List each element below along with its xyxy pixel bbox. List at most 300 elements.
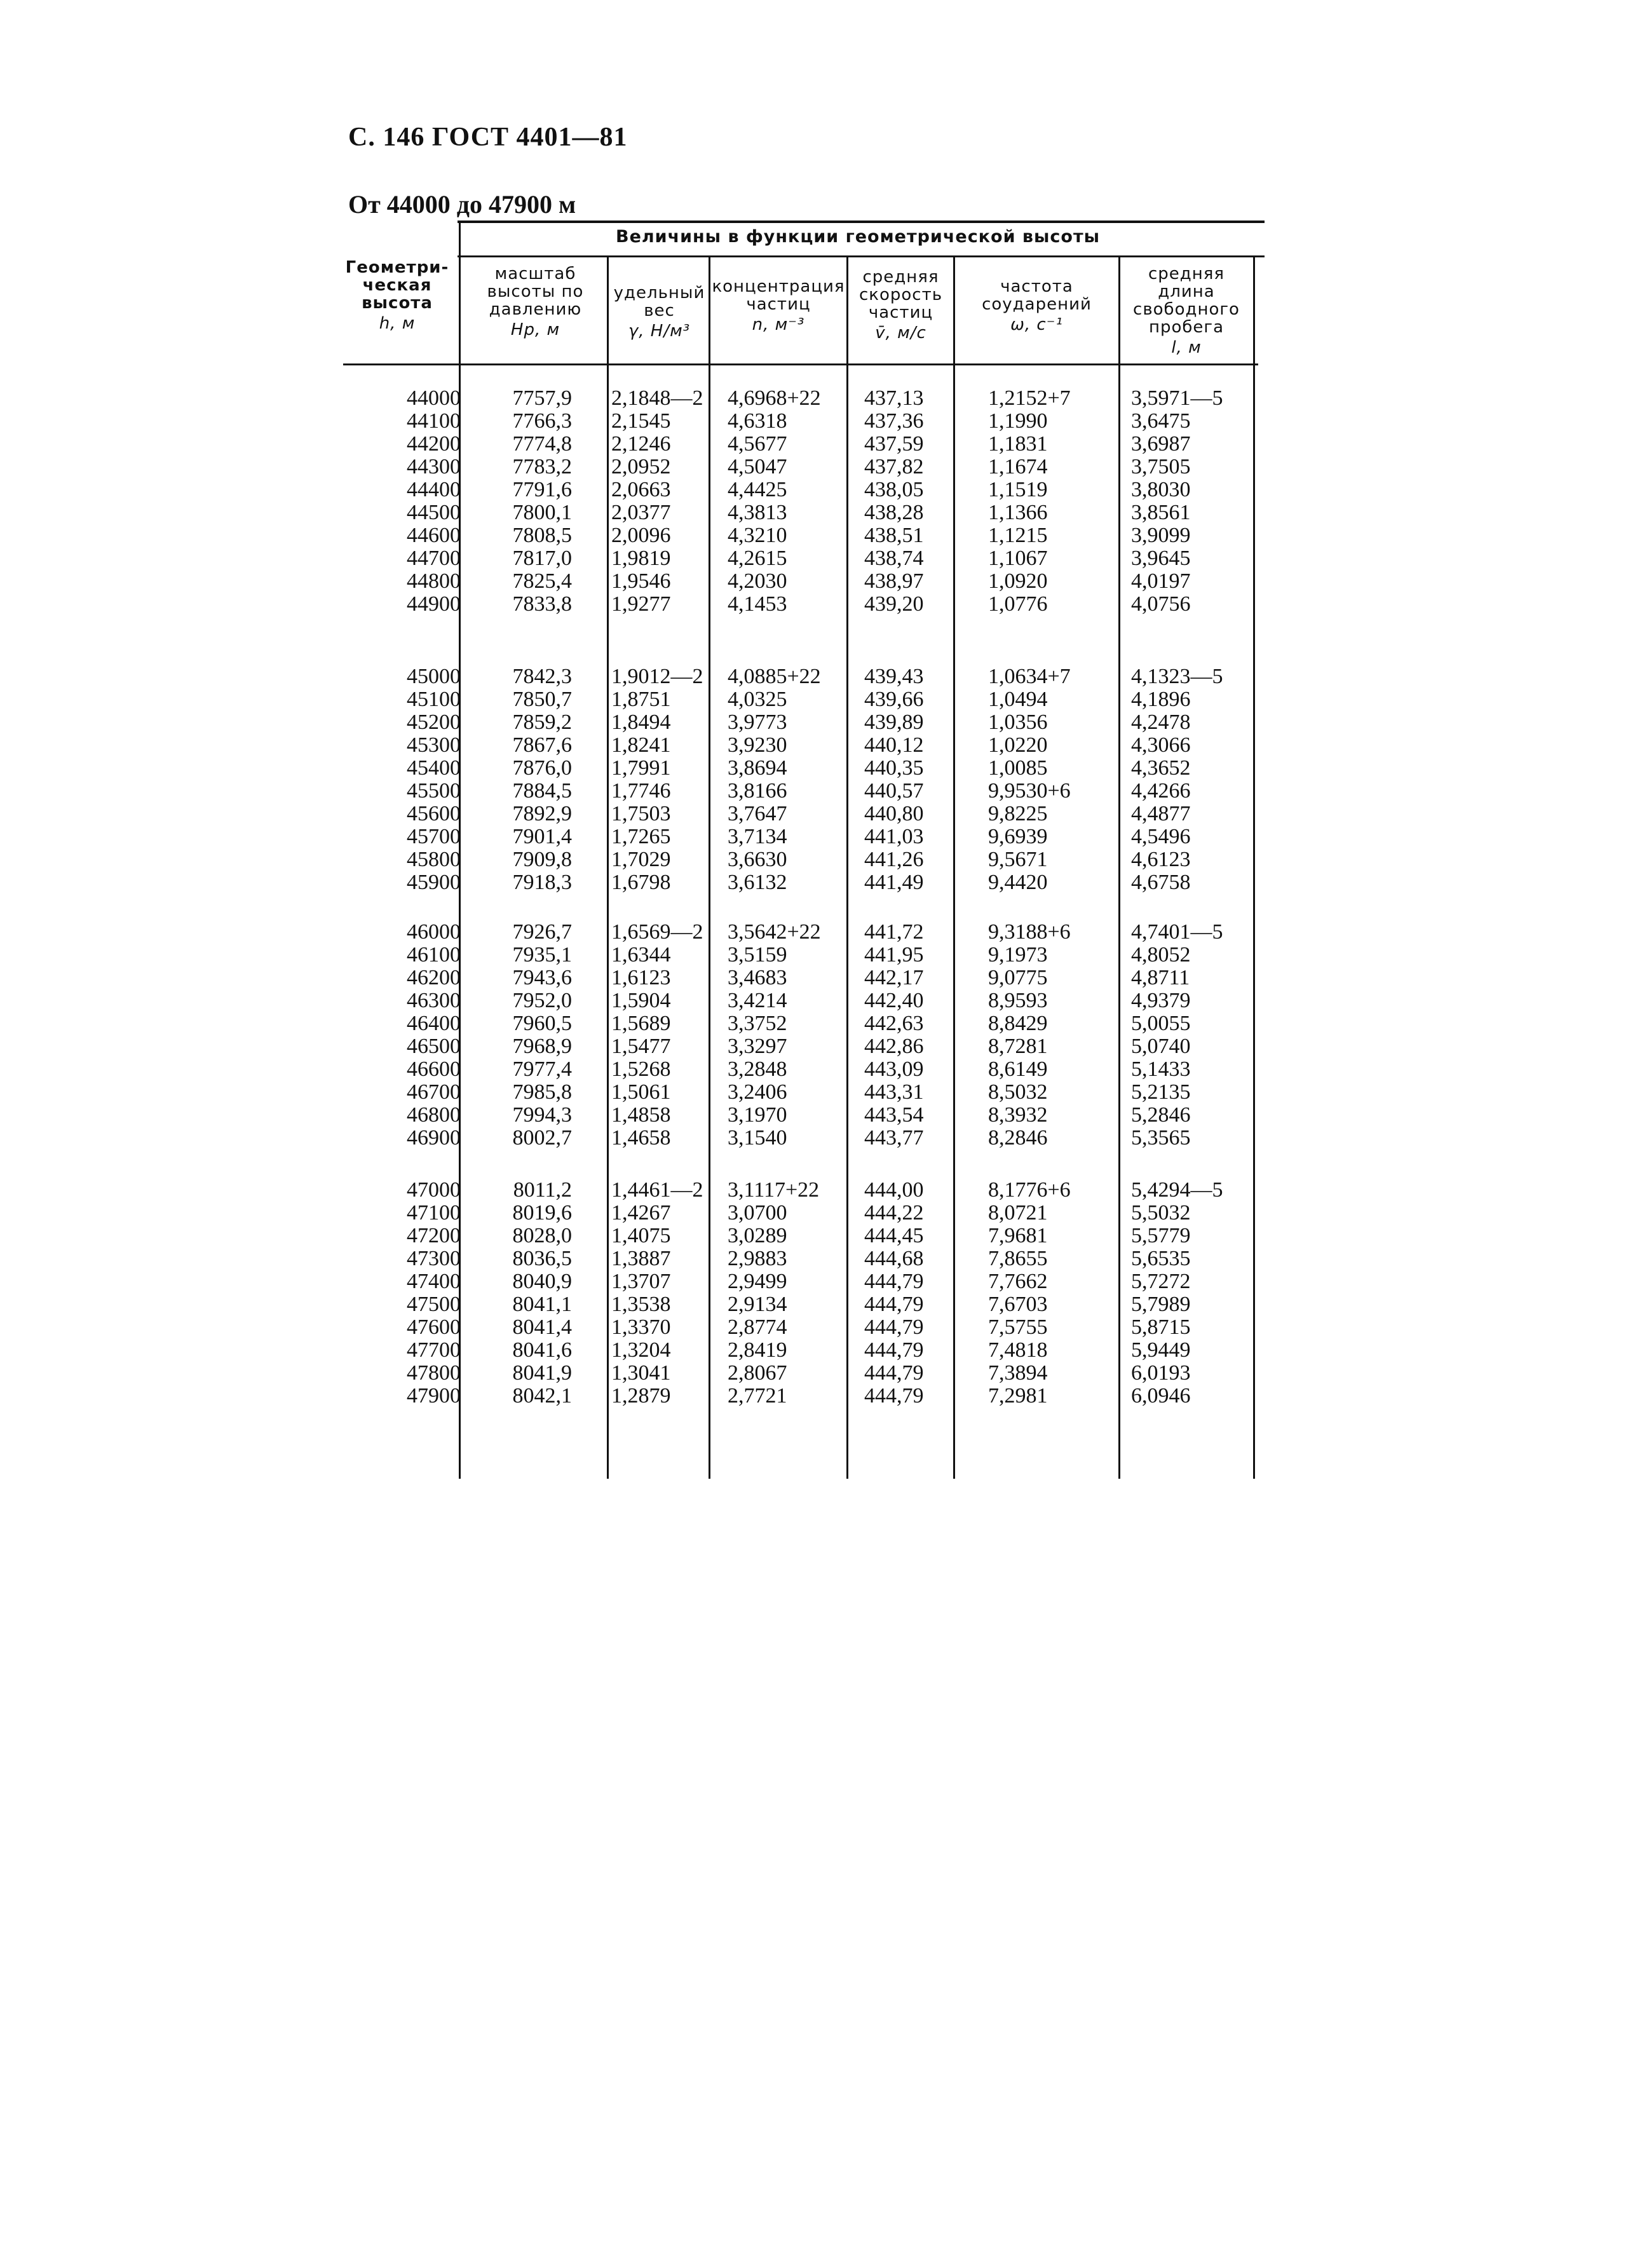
table-cell: 46900 bbox=[407, 1126, 461, 1150]
table-row bbox=[343, 989, 1271, 1012]
table-cell: 5,0055 bbox=[1131, 1012, 1191, 1035]
table-cell: 5,1433 bbox=[1131, 1057, 1191, 1081]
table-cell: 3,0289 bbox=[728, 1224, 787, 1247]
table-cell: 4,1453 bbox=[728, 592, 787, 616]
table-cell: 5,8715 bbox=[1131, 1315, 1191, 1339]
table-row bbox=[343, 524, 1271, 547]
table-cell: 7842,3 bbox=[512, 665, 572, 688]
table-cell: 8011,2 bbox=[513, 1178, 572, 1202]
table-cell: 1,8751 bbox=[611, 688, 671, 711]
table-cell: 1,4075 bbox=[611, 1224, 671, 1247]
table-cell: 444,79 bbox=[864, 1293, 924, 1316]
table-cell: 5,4294—5 bbox=[1131, 1178, 1223, 1202]
table-cell: 6,0193 bbox=[1131, 1361, 1191, 1385]
table-cell: 1,1674 bbox=[988, 455, 1048, 479]
table-cell: 3,9099 bbox=[1131, 524, 1191, 547]
table-cell: 8,9593 bbox=[988, 989, 1048, 1012]
table-cell: 1,0776 bbox=[988, 592, 1048, 616]
table-cell: 9,3188+6 bbox=[988, 920, 1071, 944]
table-cell: 1,1366 bbox=[988, 501, 1048, 524]
table-cell: 7,4818 bbox=[988, 1338, 1048, 1362]
table-cell: 2,8774 bbox=[728, 1315, 787, 1339]
table-row bbox=[343, 387, 1271, 409]
table-row bbox=[343, 803, 1271, 825]
table-cell: 44200 bbox=[407, 432, 461, 456]
table-cell: 439,43 bbox=[864, 665, 924, 688]
table-row bbox=[343, 780, 1271, 802]
table-cell: 4,6968+22 bbox=[728, 386, 821, 410]
table-cell: 44600 bbox=[407, 524, 461, 547]
table-row bbox=[343, 848, 1271, 871]
table-cell: 47400 bbox=[407, 1270, 461, 1293]
table-cell: 46000 bbox=[407, 920, 461, 944]
table-cell: 44400 bbox=[407, 478, 461, 501]
table-cell: 441,03 bbox=[864, 825, 924, 848]
table-cell: 440,35 bbox=[864, 756, 924, 780]
column-symbol: Hp, м bbox=[510, 320, 560, 339]
column-title: удельный вес bbox=[613, 283, 705, 320]
table-cell: 7,9681 bbox=[988, 1224, 1048, 1247]
table-cell: 4,0197 bbox=[1131, 569, 1191, 593]
column-header bbox=[464, 265, 607, 339]
table-row bbox=[343, 1270, 1271, 1293]
group-header-rule bbox=[458, 255, 1265, 257]
table-cell: 5,2135 bbox=[1131, 1080, 1191, 1104]
table-cell: 5,7272 bbox=[1131, 1270, 1191, 1293]
table-row bbox=[343, 1179, 1271, 1201]
column-title: масштаб высоты по давлению bbox=[487, 264, 584, 319]
table-cell: 7808,5 bbox=[512, 524, 572, 547]
table-cell: 1,1519 bbox=[988, 478, 1048, 501]
table-cell: 440,80 bbox=[864, 802, 924, 825]
table-cell: 1,3204 bbox=[611, 1338, 671, 1362]
table-cell: 438,97 bbox=[864, 569, 924, 593]
table-cell: 2,1848—2 bbox=[611, 386, 703, 410]
table-cell: 1,3370 bbox=[611, 1315, 671, 1339]
table-cell: 47300 bbox=[407, 1247, 461, 1270]
page-header: С. 146 ГОСТ 4401—81 bbox=[348, 123, 628, 152]
table-cell: 4,0885+22 bbox=[728, 665, 821, 688]
table-cell: 4,0756 bbox=[1131, 592, 1191, 616]
table-cell: 8002,7 bbox=[512, 1126, 572, 1150]
table-row bbox=[343, 570, 1271, 592]
table-cell: 7817,0 bbox=[512, 547, 572, 570]
table-cell: 5,9449 bbox=[1131, 1338, 1191, 1362]
table-cell: 1,3707 bbox=[611, 1270, 671, 1293]
table-cell: 44300 bbox=[407, 455, 461, 479]
table-cell: 4,8052 bbox=[1131, 943, 1191, 967]
table-cell: 8,8429 bbox=[988, 1012, 1048, 1035]
table-row bbox=[343, 1385, 1271, 1407]
table-cell: 8019,6 bbox=[512, 1201, 572, 1225]
table-cell: 438,74 bbox=[864, 547, 924, 570]
table-cell: 45000 bbox=[407, 665, 461, 688]
table-top-rule bbox=[458, 221, 1265, 223]
column-title: средняя длина свободного пробега bbox=[1133, 264, 1240, 337]
table-row bbox=[343, 688, 1271, 710]
table-row bbox=[343, 711, 1271, 733]
table-cell: 3,9645 bbox=[1131, 547, 1191, 570]
table-cell: 3,4214 bbox=[728, 989, 787, 1012]
table-cell: 7994,3 bbox=[512, 1103, 572, 1127]
column-header bbox=[955, 278, 1118, 334]
column-title: средняя скорость частиц bbox=[858, 268, 943, 322]
table-row bbox=[343, 1339, 1271, 1361]
table-cell: 44800 bbox=[407, 569, 461, 593]
table-cell: 3,3297 bbox=[728, 1035, 787, 1058]
table-cell: 7943,6 bbox=[512, 966, 572, 989]
table-cell: 2,9883 bbox=[728, 1247, 787, 1270]
table-cell: 45600 bbox=[407, 802, 461, 825]
table-cell: 7,7662 bbox=[988, 1270, 1048, 1293]
table-cell: 8,5032 bbox=[988, 1080, 1048, 1104]
column-symbol: n, м⁻³ bbox=[752, 315, 805, 334]
table-cell: 8,2846 bbox=[988, 1126, 1048, 1150]
table-cell: 444,00 bbox=[864, 1178, 924, 1202]
table-cell: 1,0634+7 bbox=[988, 665, 1071, 688]
table-cell: 1,7029 bbox=[611, 848, 671, 871]
table-row bbox=[343, 479, 1271, 501]
column-title: концентрация частиц bbox=[712, 277, 845, 314]
table-cell: 444,45 bbox=[864, 1224, 924, 1247]
table-cell: 2,8067 bbox=[728, 1361, 787, 1385]
table-row bbox=[343, 593, 1271, 615]
table-cell: 441,26 bbox=[864, 848, 924, 871]
table-cell: 444,79 bbox=[864, 1361, 924, 1385]
column-header bbox=[610, 284, 709, 340]
table-cell: 45800 bbox=[407, 848, 461, 871]
table-cell: 1,7265 bbox=[611, 825, 671, 848]
table-cell: 3,7134 bbox=[728, 825, 787, 848]
table-row bbox=[343, 757, 1271, 779]
table-cell: 8042,1 bbox=[512, 1384, 572, 1408]
table-cell: 7,5755 bbox=[988, 1315, 1048, 1339]
table-cell: 4,2615 bbox=[728, 547, 787, 570]
table-cell: 1,5689 bbox=[611, 1012, 671, 1035]
table-cell: 437,59 bbox=[864, 432, 924, 456]
table-cell: 3,1117+22 bbox=[728, 1178, 820, 1202]
table-cell: 4,3813 bbox=[728, 501, 787, 524]
table-cell: 7,8655 bbox=[988, 1247, 1048, 1270]
table-cell: 4,2030 bbox=[728, 569, 787, 593]
table-row bbox=[343, 456, 1271, 478]
table-row bbox=[343, 944, 1271, 966]
column-header bbox=[848, 268, 953, 342]
table-cell: 4,3652 bbox=[1131, 756, 1191, 780]
table-cell: 4,6758 bbox=[1131, 871, 1191, 894]
table-cell: 4,3066 bbox=[1131, 733, 1191, 757]
table-cell: 7,3894 bbox=[988, 1361, 1048, 1385]
table-cell: 4,9379 bbox=[1131, 989, 1191, 1012]
table-cell: 1,4267 bbox=[611, 1201, 671, 1225]
table-cell: 3,7505 bbox=[1131, 455, 1191, 479]
table-cell: 3,9773 bbox=[728, 710, 787, 734]
column-symbol: l, м bbox=[1171, 338, 1202, 357]
table-cell: 3,8561 bbox=[1131, 501, 1191, 524]
column-symbol: γ, Н/м³ bbox=[628, 322, 691, 341]
table-cell: 7,6703 bbox=[988, 1293, 1048, 1316]
table-cell: 4,0325 bbox=[728, 688, 787, 711]
table-cell: 46500 bbox=[407, 1035, 461, 1058]
table-cell: 5,7989 bbox=[1131, 1293, 1191, 1316]
table-cell: 44900 bbox=[407, 592, 461, 616]
table-cell: 1,0356 bbox=[988, 710, 1048, 734]
table-cell: 1,7503 bbox=[611, 802, 671, 825]
table-cell: 1,1067 bbox=[988, 547, 1048, 570]
table-cell: 444,79 bbox=[864, 1338, 924, 1362]
table-cell: 47700 bbox=[407, 1338, 461, 1362]
table-cell: 2,1545 bbox=[611, 409, 671, 433]
table-cell: 7892,9 bbox=[512, 802, 572, 825]
table-cell: 4,7401—5 bbox=[1131, 920, 1223, 944]
table-cell: 443,09 bbox=[864, 1057, 924, 1081]
table-cell: 1,3887 bbox=[611, 1247, 671, 1270]
table-cell: 439,89 bbox=[864, 710, 924, 734]
table-cell: 4,4425 bbox=[728, 478, 787, 501]
table-row bbox=[343, 410, 1271, 432]
table-cell: 1,4461—2 bbox=[611, 1178, 703, 1202]
table-cell: 4,6318 bbox=[728, 409, 787, 433]
table-cell: 3,6475 bbox=[1131, 409, 1191, 433]
table-cell: 439,20 bbox=[864, 592, 924, 616]
table-cell: 7960,5 bbox=[512, 1012, 572, 1035]
table-cell: 46400 bbox=[407, 1012, 461, 1035]
table-cell: 444,68 bbox=[864, 1247, 924, 1270]
table-cell: 3,6630 bbox=[728, 848, 787, 871]
table-cell: 47100 bbox=[407, 1201, 461, 1225]
table-cell: 46100 bbox=[407, 943, 461, 967]
table-row bbox=[343, 1035, 1271, 1057]
table-cell: 44100 bbox=[407, 409, 461, 433]
table-cell: 1,7746 bbox=[611, 779, 671, 803]
table-cell: 7876,0 bbox=[512, 756, 572, 780]
table-cell: 8028,0 bbox=[512, 1224, 572, 1247]
group-header: Величины в функции геометрической высоты bbox=[615, 227, 1101, 247]
range-title: От 44000 до 47900 м bbox=[348, 190, 576, 219]
table-cell: 7977,4 bbox=[512, 1057, 572, 1081]
table-cell: 440,12 bbox=[864, 733, 924, 757]
table-cell: 1,1831 bbox=[988, 432, 1048, 456]
table-cell: 7926,7 bbox=[512, 920, 572, 944]
table-cell: 47900 bbox=[407, 1384, 461, 1408]
table-cell: 4,2478 bbox=[1131, 710, 1191, 734]
table-cell: 4,5677 bbox=[728, 432, 787, 456]
column-title: частота соударений bbox=[982, 277, 1092, 314]
table-row bbox=[343, 1293, 1271, 1315]
table-row bbox=[343, 433, 1271, 455]
table-cell: 46700 bbox=[407, 1080, 461, 1104]
table-cell: 7774,8 bbox=[512, 432, 572, 456]
table-cell: 1,7991 bbox=[611, 756, 671, 780]
table-cell: 1,9277 bbox=[611, 592, 671, 616]
table-cell: 3,6987 bbox=[1131, 432, 1191, 456]
table-cell: 1,4658 bbox=[611, 1126, 671, 1150]
table-cell: 1,6798 bbox=[611, 871, 671, 894]
table-cell: 2,0377 bbox=[611, 501, 671, 524]
table-row bbox=[343, 1225, 1271, 1247]
table-cell: 9,4420 bbox=[988, 871, 1048, 894]
table-cell: 47500 bbox=[407, 1293, 461, 1316]
column-symbol: v̄, м/с bbox=[875, 323, 926, 343]
table-cell: 46300 bbox=[407, 989, 461, 1012]
table-cell: 442,63 bbox=[864, 1012, 924, 1035]
column-header bbox=[337, 259, 458, 332]
table-cell: 1,5061 bbox=[611, 1080, 671, 1104]
table-row bbox=[343, 1202, 1271, 1224]
table-cell: 7791,6 bbox=[512, 478, 572, 501]
table-cell: 47000 bbox=[407, 1178, 461, 1202]
table-cell: 7833,8 bbox=[512, 592, 572, 616]
table-row bbox=[343, 501, 1271, 524]
table-cell: 45400 bbox=[407, 756, 461, 780]
table-cell: 1,2879 bbox=[611, 1384, 671, 1408]
table-cell: 5,6535 bbox=[1131, 1247, 1191, 1270]
table-cell: 7985,8 bbox=[512, 1080, 572, 1104]
table-cell: 44000 bbox=[407, 386, 461, 410]
table-cell: 444,79 bbox=[864, 1270, 924, 1293]
table-cell: 9,5671 bbox=[988, 848, 1048, 871]
table-cell: 7850,7 bbox=[512, 688, 572, 711]
table-cell: 1,0920 bbox=[988, 569, 1048, 593]
table-cell: 45200 bbox=[407, 710, 461, 734]
table-cell: 1,0220 bbox=[988, 733, 1048, 757]
table-cell: 2,1246 bbox=[611, 432, 671, 456]
table-row bbox=[343, 1362, 1271, 1384]
table-cell: 442,40 bbox=[864, 989, 924, 1012]
table-cell: 7884,5 bbox=[512, 779, 572, 803]
table-cell: 7918,3 bbox=[512, 871, 572, 894]
table-cell: 46200 bbox=[407, 966, 461, 989]
table-cell: 3,2406 bbox=[728, 1080, 787, 1104]
table-cell: 7909,8 bbox=[512, 848, 572, 871]
table-cell: 2,8419 bbox=[728, 1338, 787, 1362]
table-cell: 8041,4 bbox=[512, 1315, 572, 1339]
table-row bbox=[343, 547, 1271, 569]
table-cell: 9,9530+6 bbox=[988, 779, 1071, 803]
table-cell: 444,79 bbox=[864, 1315, 924, 1339]
table-cell: 4,8711 bbox=[1131, 966, 1190, 989]
column-header bbox=[1120, 265, 1253, 356]
table-row bbox=[343, 871, 1271, 893]
column-header bbox=[710, 278, 846, 334]
table-cell: 3,1970 bbox=[728, 1103, 787, 1127]
table-cell: 8,7281 bbox=[988, 1035, 1048, 1058]
table-cell: 45900 bbox=[407, 871, 461, 894]
table-cell: 443,54 bbox=[864, 1103, 924, 1127]
table-cell: 443,31 bbox=[864, 1080, 924, 1104]
table-cell: 437,13 bbox=[864, 386, 924, 410]
table-cell: 1,6123 bbox=[611, 966, 671, 989]
table-cell: 45700 bbox=[407, 825, 461, 848]
table-row bbox=[343, 1104, 1271, 1126]
table-cell: 8041,6 bbox=[512, 1338, 572, 1362]
table-cell: 1,6569—2 bbox=[611, 920, 703, 944]
table-cell: 7825,4 bbox=[512, 569, 572, 593]
table-cell: 8041,9 bbox=[512, 1361, 572, 1385]
table-row bbox=[343, 665, 1271, 688]
table-cell: 2,0952 bbox=[611, 455, 671, 479]
table-cell: 47200 bbox=[407, 1224, 461, 1247]
table-cell: 1,5904 bbox=[611, 989, 671, 1012]
table-cell: 9,6939 bbox=[988, 825, 1048, 848]
table-cell: 4,6123 bbox=[1131, 848, 1191, 871]
table-cell: 3,7647 bbox=[728, 802, 787, 825]
table-cell: 47600 bbox=[407, 1315, 461, 1339]
table-row bbox=[343, 1012, 1271, 1035]
table-cell: 45500 bbox=[407, 779, 461, 803]
table-cell: 7800,1 bbox=[512, 501, 572, 524]
table-cell: 3,4683 bbox=[728, 966, 787, 989]
table-cell: 439,66 bbox=[864, 688, 924, 711]
table-cell: 443,77 bbox=[864, 1126, 924, 1150]
table-cell: 3,8694 bbox=[728, 756, 787, 780]
table-cell: 4,4877 bbox=[1131, 802, 1191, 825]
table-cell: 7867,6 bbox=[512, 733, 572, 757]
table-cell: 3,6132 bbox=[728, 871, 787, 894]
table-cell: 1,6344 bbox=[611, 943, 671, 967]
table-cell: 2,9499 bbox=[728, 1270, 787, 1293]
table-cell: 7968,9 bbox=[512, 1035, 572, 1058]
table-cell: 441,49 bbox=[864, 871, 924, 894]
table-cell: 1,5477 bbox=[611, 1035, 671, 1058]
table-cell: 6,0946 bbox=[1131, 1384, 1191, 1408]
table-cell: 8036,5 bbox=[512, 1247, 572, 1270]
table-cell: 8,1776+6 bbox=[988, 1178, 1071, 1202]
table-cell: 4,4266 bbox=[1131, 779, 1191, 803]
table-row bbox=[343, 1127, 1271, 1149]
table-cell: 7,2981 bbox=[988, 1384, 1048, 1408]
table-cell: 437,36 bbox=[864, 409, 924, 433]
table-cell: 3,1540 bbox=[728, 1126, 787, 1150]
table-cell: 442,86 bbox=[864, 1035, 924, 1058]
table-cell: 8040,9 bbox=[512, 1270, 572, 1293]
table-cell: 7935,1 bbox=[512, 943, 572, 967]
table-cell: 1,0085 bbox=[988, 756, 1048, 780]
table-cell: 5,5779 bbox=[1131, 1224, 1191, 1247]
table-cell: 2,7721 bbox=[728, 1384, 787, 1408]
table-cell: 1,8241 bbox=[611, 733, 671, 757]
table-cell: 45300 bbox=[407, 733, 461, 757]
table-cell: 7757,9 bbox=[512, 386, 572, 410]
table-row bbox=[343, 1058, 1271, 1080]
column-title: Геометри- ческая высота bbox=[345, 258, 449, 313]
table-cell: 7766,3 bbox=[512, 409, 572, 433]
table-cell: 2,0096 bbox=[611, 524, 671, 547]
table-cell: 9,8225 bbox=[988, 802, 1048, 825]
table-cell: 4,1323—5 bbox=[1131, 665, 1223, 688]
table-cell: 438,51 bbox=[864, 524, 924, 547]
table-cell: 8,0721 bbox=[988, 1201, 1048, 1225]
table-cell: 438,28 bbox=[864, 501, 924, 524]
table-cell: 1,2152+7 bbox=[988, 386, 1071, 410]
table-cell: 3,3752 bbox=[728, 1012, 787, 1035]
column-symbol: ω, с⁻¹ bbox=[1010, 315, 1063, 334]
table-row bbox=[343, 825, 1271, 848]
table-cell: 7952,0 bbox=[512, 989, 572, 1012]
table-cell: 46800 bbox=[407, 1103, 461, 1127]
table-cell: 8041,1 bbox=[512, 1293, 572, 1316]
table-cell: 437,82 bbox=[864, 455, 924, 479]
table-cell: 3,5971—5 bbox=[1131, 386, 1223, 410]
table-row bbox=[343, 1247, 1271, 1270]
table-cell: 1,5268 bbox=[611, 1057, 671, 1081]
table-cell: 45100 bbox=[407, 688, 461, 711]
table-cell: 47800 bbox=[407, 1361, 461, 1385]
table-cell: 44700 bbox=[407, 547, 461, 570]
table-cell: 441,72 bbox=[864, 920, 924, 944]
table-cell: 3,8166 bbox=[728, 779, 787, 803]
table-cell: 4,5047 bbox=[728, 455, 787, 479]
